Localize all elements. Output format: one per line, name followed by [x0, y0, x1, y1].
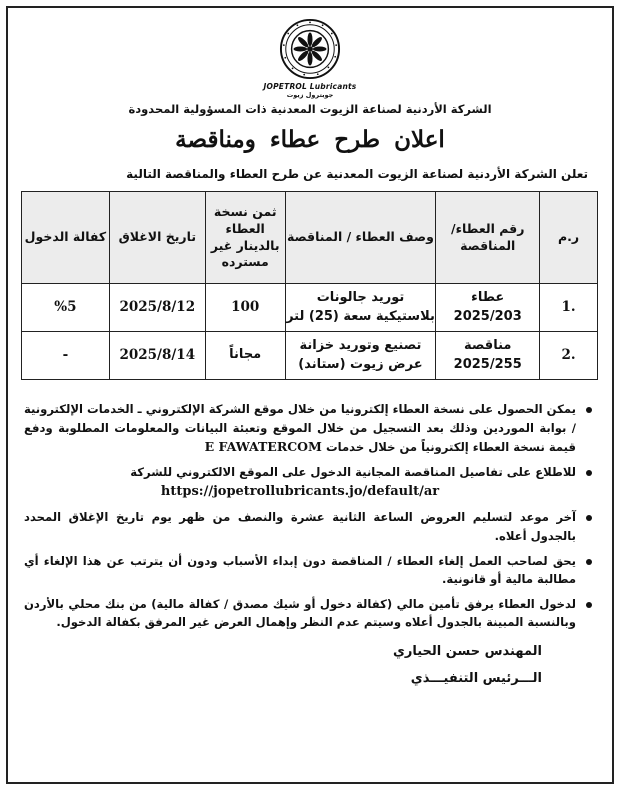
row-closing-date: 2025/8/14	[109, 332, 205, 380]
page-title: اعلان طرح عطاء ومناقصة	[175, 126, 445, 153]
note-text: لدخول العطاء يرفق تأمين مالي (كفالة دخول أو شيك مصدق / كفالة مالية) من بنك محلي بالأردن وبالنسبة المبينة بالجدول أعلاه وسيتم عدم النظر وإهمال العرض غير المرفق بكفالة الدخول.	[24, 596, 576, 630]
header-bond: كفالة الدخول	[22, 192, 110, 284]
row-index: .1	[540, 284, 598, 332]
row-description: توريد جالونات بلاستيكية سعة (25) لتر	[285, 284, 436, 332]
bullet-icon	[586, 559, 592, 565]
jopetrol-logo-icon	[279, 18, 341, 80]
note-item	[24, 595, 594, 632]
bullet-icon	[586, 407, 592, 413]
note-text: للاطلاع على تفاصيل المناقصة المجانية الدخول على الموقع الالكتروني للشركة	[130, 465, 576, 480]
tenders-table	[21, 191, 598, 380]
note-text: يحق لصاحب العمل إلغاء العطاء / المناقصة دون إبداء الأسباب ودون أن يترتب عن هذا الإلغاء أي مطالبة مالية أو قانونية.	[24, 553, 576, 587]
note-text: يمكن الحصول على نسخة العطاء إلكترونيا من خلال موقع الشركة الإلكتروني ـ الخدمات الإلكترونية / بوابة الموردين وذلك بعد التسجيل من خلال الموقع وتعبئة البيانات والمعلومات المطلوبة ودفع قيمة نسخة العطاء إلكترونياً من خلال خدمات	[24, 402, 576, 455]
header-price: ثمن نسخة العطاء بالدينار غير مسترده	[205, 192, 285, 284]
row-number: مناقصة 2025/255	[436, 332, 540, 380]
table-header-row	[22, 192, 598, 284]
company-name: الشركة الأردنية لصناعة الزيوت المعدنية ذات المسؤولية المحدودة	[128, 102, 492, 116]
row-price: 100	[205, 284, 285, 332]
header-closing-date: تاريخ الاغلاق	[109, 192, 205, 284]
row-price: مجاناً	[205, 332, 285, 380]
advertisement-frame	[6, 6, 614, 784]
row-closing-date: 2025/8/12	[109, 284, 205, 332]
header-number: رقم العطاء/ المناقصة	[436, 192, 540, 284]
signatory-name: المهندس حسن الحياري	[392, 643, 542, 659]
bullet-icon	[586, 602, 592, 608]
efawatercom-service: E FAWATERCOM	[204, 439, 322, 455]
note-item	[24, 508, 594, 545]
note-item	[24, 552, 594, 589]
intro-text: تعلن الشركة الأردنية لصناعة الزيوت المعدنية عن طرح العطاء والمناقصة التالية	[126, 167, 588, 181]
logo-block	[18, 18, 602, 99]
notes-list	[18, 400, 602, 632]
signature-block	[18, 644, 602, 686]
row-description: تصنيع وتوريد خزانة عرض زيوت (ستاند)	[285, 332, 436, 380]
note-item	[24, 400, 594, 457]
bullet-icon	[586, 470, 592, 476]
row-number: عطاء 2025/203	[436, 284, 540, 332]
row-bond: -	[22, 332, 110, 380]
note-text: آخر موعد لتسليم العروض الساعة الثانية عشرة والنصف من ظهر يوم تاريخ الإغلاق المحدد بالجدول أعلاه.	[24, 510, 576, 543]
table-row	[22, 284, 598, 332]
signatory-title: الـــرئيس التنفيـــذي	[410, 670, 542, 686]
logo-brand-text-ar: جوبترول زيوت	[286, 91, 334, 99]
header-index: ر.م	[540, 192, 598, 284]
note-item	[24, 463, 594, 502]
bullet-icon	[586, 515, 592, 521]
header-description: وصف العطاء / المناقصة	[285, 192, 436, 284]
row-index: .2	[540, 332, 598, 380]
website-link[interactable]: https://jopetrollubricants.jo/default/ar	[160, 483, 440, 499]
row-bond: %5	[22, 284, 110, 332]
logo-brand-text: JOPETROL Lubricants	[263, 82, 357, 91]
table-row	[22, 332, 598, 380]
